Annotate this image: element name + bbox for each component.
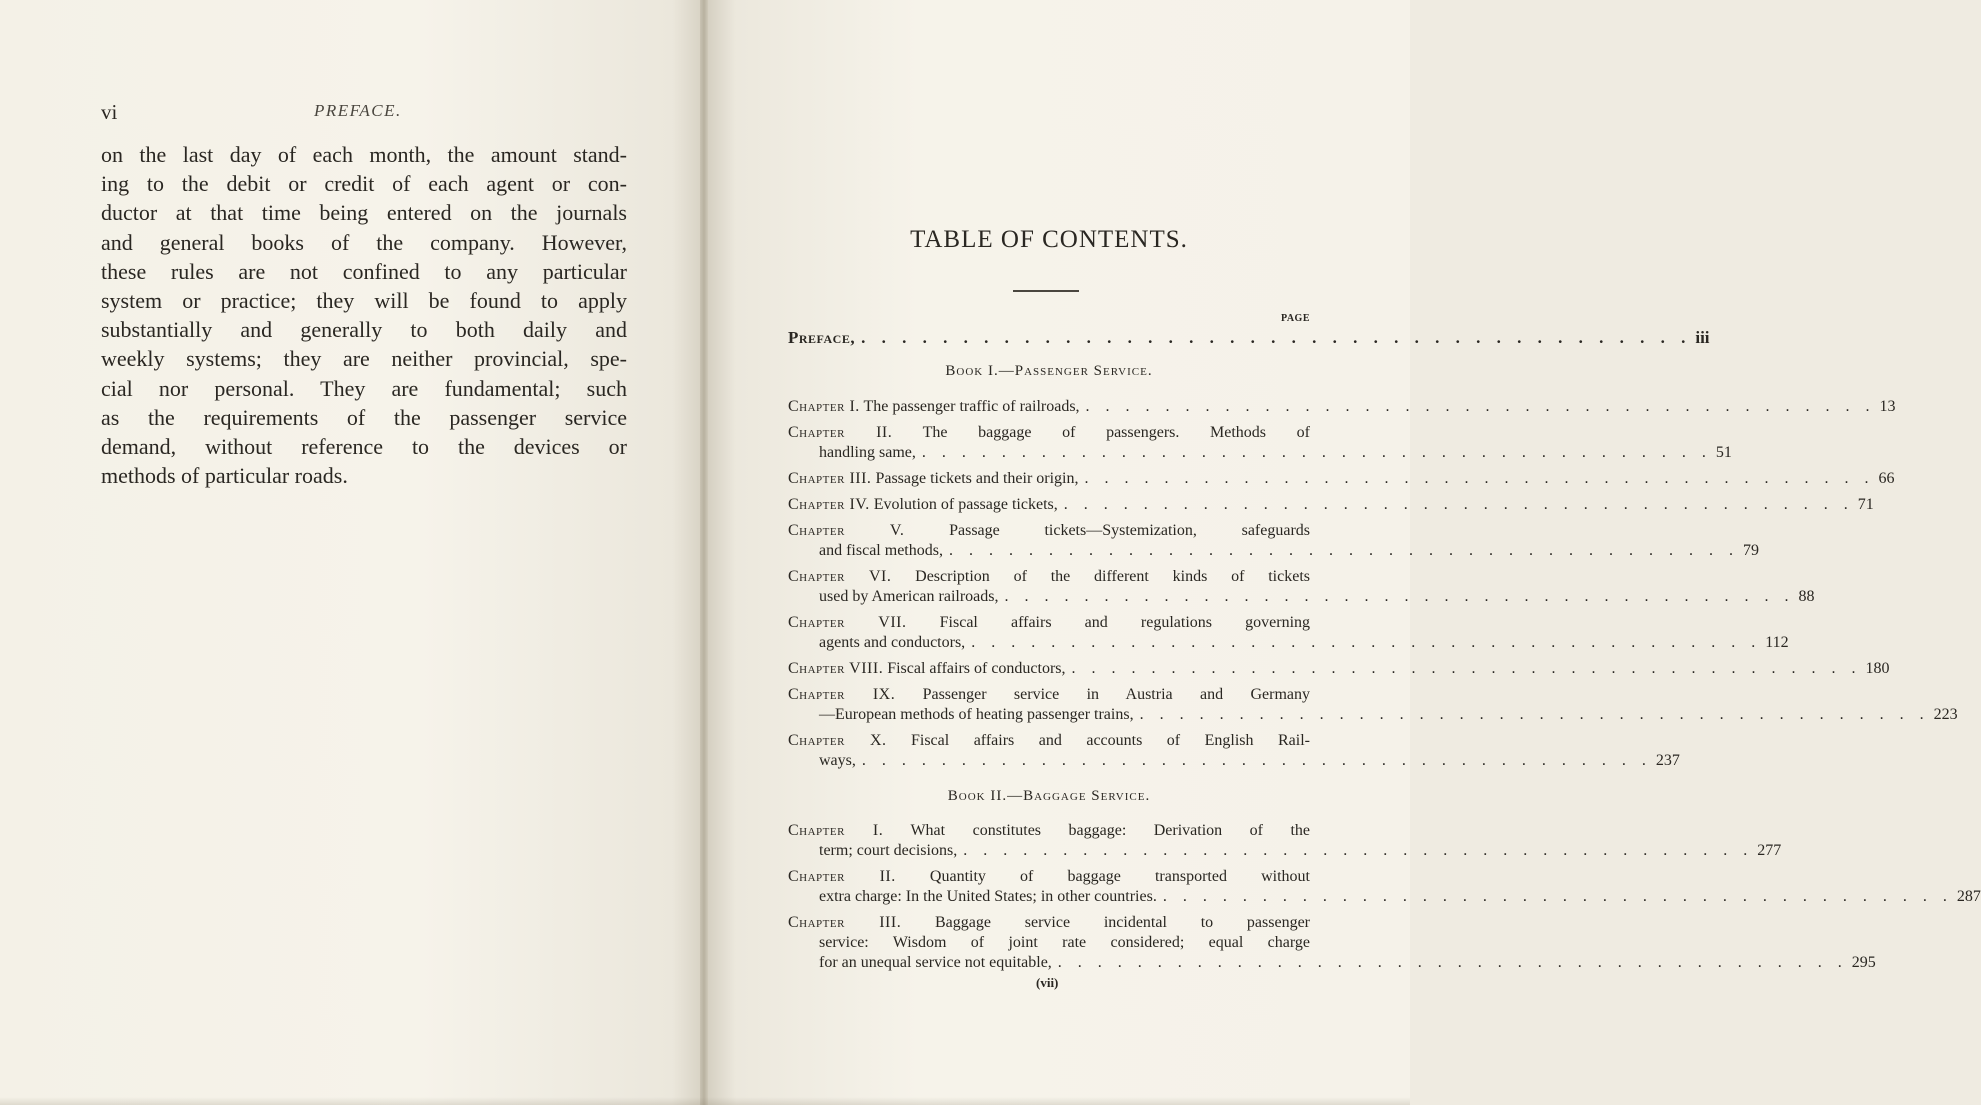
- entry-text-line: [788, 751, 1680, 771]
- toc-entry: [788, 567, 1815, 607]
- leader-dots: . . . . . . . . . . . . . . . . . . . . . . . . . . . . . . . . . . . . . . . .: [971, 634, 1762, 651]
- entry-text-line: [788, 659, 1890, 679]
- body-line: as the requirements of the passenger service: [101, 404, 627, 430]
- leader-dots: . . . . . . . . . . . . . . . . . . . . . . . . . . . . . . . . . . . . . . . .: [921, 444, 1712, 461]
- entry-text-line: [788, 541, 1759, 561]
- entry-text-line: Chapter III. Baggage service incidental to passenger: [788, 914, 1310, 931]
- entry-page: 295: [1851, 954, 1876, 971]
- leader-dots: . . . . . . . . . . . . . . . . . . . . . . . . . . . . . . . . . . . . . . . .: [948, 542, 1739, 559]
- body-line: and general books of the company. However,: [101, 229, 627, 255]
- entry-page: 237: [1655, 752, 1680, 769]
- entry-label: Chapter I. The passenger traffic of railroads,: [788, 398, 1080, 415]
- entry-text-line: [788, 705, 1958, 725]
- toc-entry: [788, 867, 1981, 907]
- entry-page: iii: [1695, 328, 1710, 347]
- entry-text-line: Chapter IX. Passenger service in Austria and Germany: [788, 686, 1310, 703]
- entry-text-line: [788, 443, 1732, 463]
- leader-dots: . . . . . . . . . . . . . . . . . . . . . . . . . . . . . . . . . . . . . . . .: [1139, 706, 1930, 723]
- body-line: demand, without reference to the devices or: [101, 433, 627, 459]
- entry-label: handling same,: [819, 444, 916, 461]
- page-folio: (vii): [1036, 975, 1059, 990]
- entry-label: —European methods of heating passenger trains,: [819, 706, 1134, 723]
- leader-dots: . . . . . . . . . . . . . . . . . . . . . . . . . . . . . . . . . . . . . . . .: [1057, 954, 1848, 971]
- entry-label: agents and conductors,: [819, 634, 966, 651]
- entry-page: 71: [1857, 496, 1874, 513]
- preface-body: [101, 140, 627, 490]
- body-line: weekly systems; they are neither provincial, spe-: [101, 346, 627, 372]
- leader-dots: . . . . . . . . . . . . . . . . . . . . . . . . . . . . . . . . . . . . . . . .: [861, 752, 1652, 769]
- entry-text-line: Chapter VI. Description of the different kinds of tickets: [788, 568, 1310, 585]
- book-heading: Book II.—Baggage Service.: [947, 788, 1151, 804]
- entry-page: 287: [1956, 888, 1981, 905]
- leader-dots: . . . . . . . . . . . . . . . . . . . . . . . . . . . . . . . . . . . . . . . .: [1071, 660, 1862, 677]
- entry-page: 13: [1879, 398, 1896, 415]
- toc-entry: [788, 685, 1958, 725]
- leader-dots: . . . . . . . . . . . . . . . . . . . . . . . . . . . . . . . . . . . . . . . .: [963, 842, 1754, 859]
- entry-text-line: [788, 397, 1896, 417]
- entry-label: term; court decisions,: [819, 842, 958, 859]
- leader-dots: . . . . . . . . . . . . . . . . . . . . . . . . . . . . . . . . . . . . . . . . .: [861, 328, 1692, 347]
- entry-text-line: Chapter X. Fiscal affairs and accounts of English Rail-: [788, 732, 1310, 749]
- entry-label: Preface,: [788, 328, 856, 347]
- entry-label: extra charge: In the United States; in other countries.: [819, 888, 1157, 905]
- entry-text-line: Chapter II. The baggage of passengers. Methods of: [788, 424, 1311, 441]
- entry-page: 112: [1765, 634, 1789, 651]
- body-line: system or practice; they will be found to apply: [101, 287, 627, 313]
- entry-label: for an unequal service not equitable,: [819, 954, 1052, 971]
- toc-entry: [788, 521, 1759, 561]
- toc-entry: [788, 821, 1782, 861]
- body-line: methods of particular roads.: [101, 463, 348, 489]
- leader-dots: . . . . . . . . . . . . . . . . . . . . . . . . . . . . . . . . . . . . . . . .: [1004, 588, 1795, 605]
- entry-text-line: [788, 495, 1874, 515]
- entry-text-line: Chapter I. What constitutes baggage: Derivation of the: [788, 822, 1311, 839]
- toc-entry: [788, 731, 1680, 771]
- entry-text-line: [788, 953, 1876, 973]
- toc-entry: [788, 613, 1789, 653]
- entry-label: and fiscal methods,: [819, 542, 943, 559]
- leader-dots: . . . . . . . . . . . . . . . . . . . . . . . . . . . . . . . . . . . . . . . .: [1084, 470, 1875, 487]
- toc-entry: [788, 495, 1874, 515]
- entry-label: used by American railroads,: [819, 588, 999, 605]
- entry-page: 66: [1878, 470, 1895, 487]
- entry-page: 88: [1798, 588, 1815, 605]
- entry-page: 79: [1742, 542, 1759, 559]
- page-column-label: PAGE: [1280, 313, 1310, 324]
- entry-text-line: Chapter II. Quantity of baggage transported without: [788, 868, 1310, 885]
- leader-dots: . . . . . . . . . . . . . . . . . . . . . . . . . . . . . . . . . . . . . . . .: [1063, 496, 1854, 513]
- entry-page: 277: [1757, 842, 1782, 859]
- body-line: ductor at that time being entered on the journals: [101, 200, 627, 226]
- entry-label: ways,: [819, 752, 856, 769]
- body-line: ing to the debit or credit of each agent or con-: [101, 171, 627, 197]
- body-line: on the last day of each month, the amount stand-: [101, 142, 627, 167]
- entry-page: 223: [1933, 706, 1958, 723]
- running-head: [101, 100, 626, 126]
- toc-title: TABLE OF CONTENTS.: [910, 226, 1188, 253]
- running-head-title: PREFACE.: [314, 101, 402, 120]
- toc-entry-preface: [788, 328, 1710, 348]
- entry-text-line: [788, 469, 1895, 489]
- toc-entry: [788, 659, 1890, 679]
- entry-label: Chapter IV. Evolution of passage tickets,: [788, 496, 1058, 513]
- entry-text-line: [788, 887, 1981, 907]
- entry-page: 51: [1715, 444, 1732, 461]
- toc-entry: [788, 423, 1732, 463]
- book-gutter: [700, 0, 708, 1105]
- entry-label: Chapter VIII. Fiscal affairs of conductors,: [788, 660, 1066, 677]
- entry-text-line: [788, 587, 1815, 607]
- body-line: these rules are not confined to any particular: [101, 258, 627, 284]
- toc-entry: [788, 469, 1895, 489]
- entry-text-line: Chapter V. Passage tickets—Systemization, safeguards: [788, 522, 1310, 539]
- book-heading: Book I.—Passenger Service.: [945, 363, 1153, 379]
- entry-label: Chapter III. Passage tickets and their origin,: [788, 470, 1079, 487]
- entry-text-line: Chapter VII. Fiscal affairs and regulations governing: [788, 614, 1311, 631]
- toc-entry: [788, 913, 1876, 973]
- body-line: substantially and generally to both daily and: [101, 317, 627, 343]
- entry-text-line: service: Wisdom of joint rate considered; equal charge: [819, 934, 1310, 951]
- leader-dots: . . . . . . . . . . . . . . . . . . . . . . . . . . . . . . . . . . . . . . . .: [1085, 398, 1876, 415]
- page-number: vi: [101, 100, 118, 124]
- leader-dots: . . . . . . . . . . . . . . . . . . . . . . . . . . . . . . . . . . . . . . . .: [1162, 888, 1953, 905]
- title-rule: [1013, 290, 1079, 292]
- toc-entry: [788, 397, 1896, 417]
- entry-text-line: [788, 841, 1782, 861]
- entry-text-line: [788, 633, 1789, 653]
- entry-page: 180: [1865, 660, 1890, 677]
- body-line: cial nor personal. They are fundamental; such: [101, 375, 627, 401]
- page-bottom-shadow: [0, 1097, 1410, 1105]
